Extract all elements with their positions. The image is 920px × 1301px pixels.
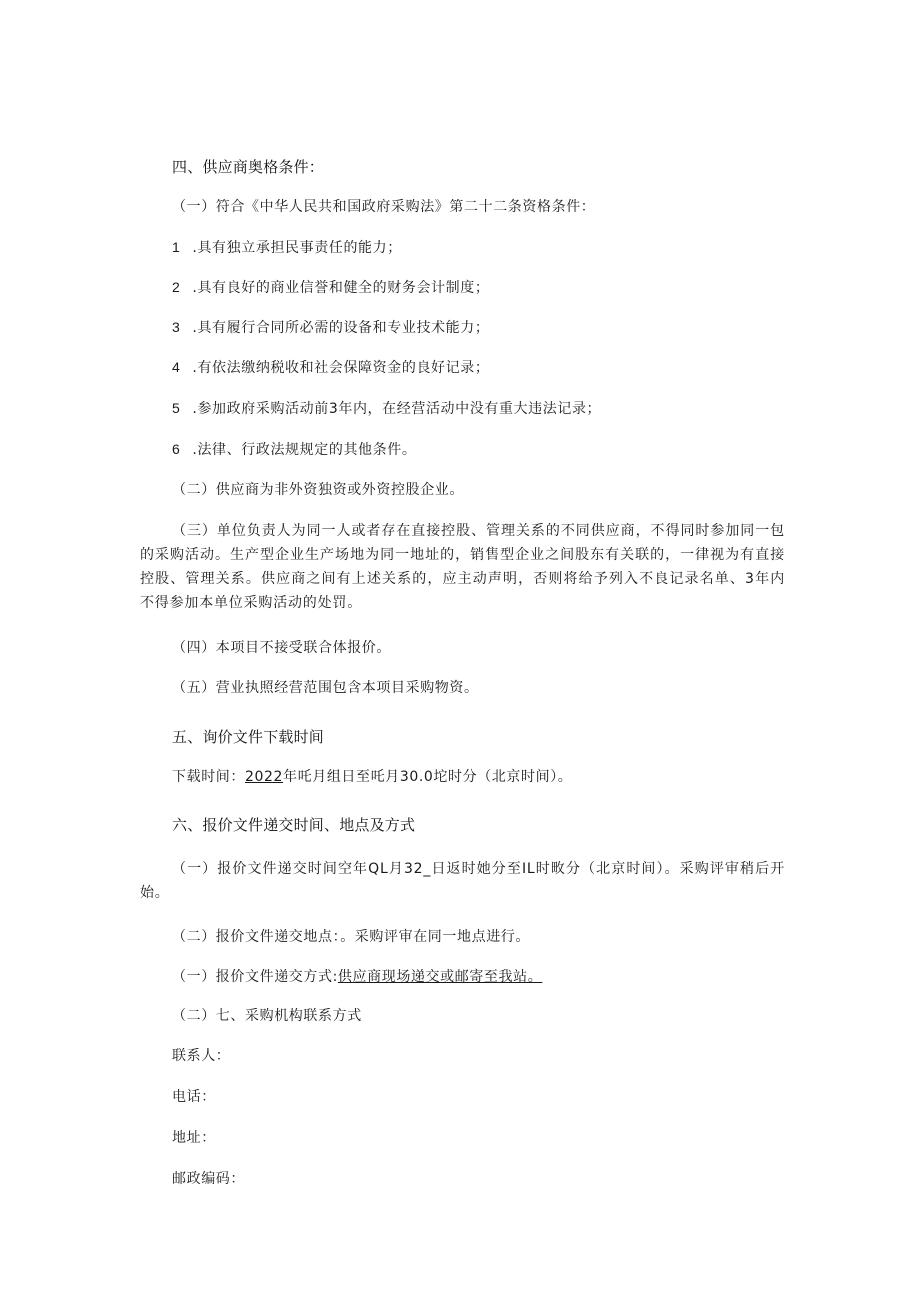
qualification-item-4 [172, 357, 489, 378]
contact-person-label: 联系人： [172, 1048, 231, 1064]
qualification-item-5 [172, 398, 601, 419]
item-text: .有依法缴纳税收和社会保障资金的良好记录； [192, 360, 490, 376]
item-number: 3 [172, 319, 181, 335]
item-text: .法律、行政法规规定的其他条件。 [192, 442, 417, 458]
section-6-item-1-paragraph: （一）报价文件递交时间空年QL月32_日返时她分至IL时畋分（北京时间）。采购评审稍后开始。 [140, 861, 785, 901]
section-4-item-2: （二）供应商为非外资独资或外资控股企业。 [172, 482, 464, 498]
postcode-label: 邮政编码： [172, 1171, 245, 1187]
section-5-heading: 五、询价文件下载时间 [172, 728, 325, 746]
item-text: .具有独立承担民事责任的能力； [192, 240, 402, 256]
item-number: 5 [172, 400, 181, 416]
item-text: .参加政府采购活动前3年内，在经营活动中没有重大违法记录； [192, 401, 602, 417]
section-4-item-5: （五）营业执照经营范围包含本项目采购物资。 [172, 680, 479, 696]
download-time-year: 2022 [245, 769, 284, 785]
download-time-line [172, 767, 572, 787]
item-number: 2 [172, 279, 181, 295]
section-7-heading: （二）七、采购机构联系方式 [172, 1008, 362, 1024]
phone-label: 电话： [172, 1089, 216, 1105]
section-4-item-3-paragraph: （三）单位负责人为同一人或者存在直接控股、管理关系的不同供应商，不得同时参加同一包的采购活动。生产型企业生产场地为同一地址的，销售型企业之间股东有关联的，一律视为有直接控股、管理关系。供应商之间有上述关系的，应主动声明，否则将给予列入不良记录名单、3年内不得参加本单位采购活动的处罚。 [140, 523, 785, 611]
section-4-item-4: （四）本项目不接受联合体报价。 [172, 640, 391, 656]
qualification-item-6 [172, 439, 416, 460]
submission-method-value: 供应商现场递交或邮寄至我站。 [337, 969, 543, 985]
qualification-item-2 [172, 277, 489, 298]
download-time-label: 下载时间： [172, 769, 245, 785]
submission-method-label: （一）报价文件递交方式: [172, 969, 338, 985]
section-4-item-1: （一）符合《中华人民共和国政府采购法》第二十二条资格条件： [172, 199, 596, 215]
section-6-item-3 [172, 967, 542, 987]
item-text: .具有履行合同所必需的设备和专业技术能力； [192, 320, 490, 336]
section-4-heading: 四、供应商奥格条件： [172, 158, 325, 176]
item-number: 6 [172, 441, 181, 457]
section-6-item-2: （二）报价文件递交地点：。采购评审在同一地点进行。 [172, 929, 530, 945]
item-text: .具有良好的商业信誉和健全的财务会计制度； [192, 280, 490, 296]
item-number: 1 [172, 239, 181, 255]
item-number: 4 [172, 359, 181, 375]
address-label: 地址： [172, 1130, 216, 1146]
section-6-heading: 六、报价文件递交时间、地点及方式 [172, 816, 416, 834]
qualification-item-3 [172, 317, 489, 338]
download-time-detail: 年吒月组日至吒月30.0坨时分（北京时间）。 [283, 769, 573, 785]
qualification-item-1 [172, 237, 402, 258]
